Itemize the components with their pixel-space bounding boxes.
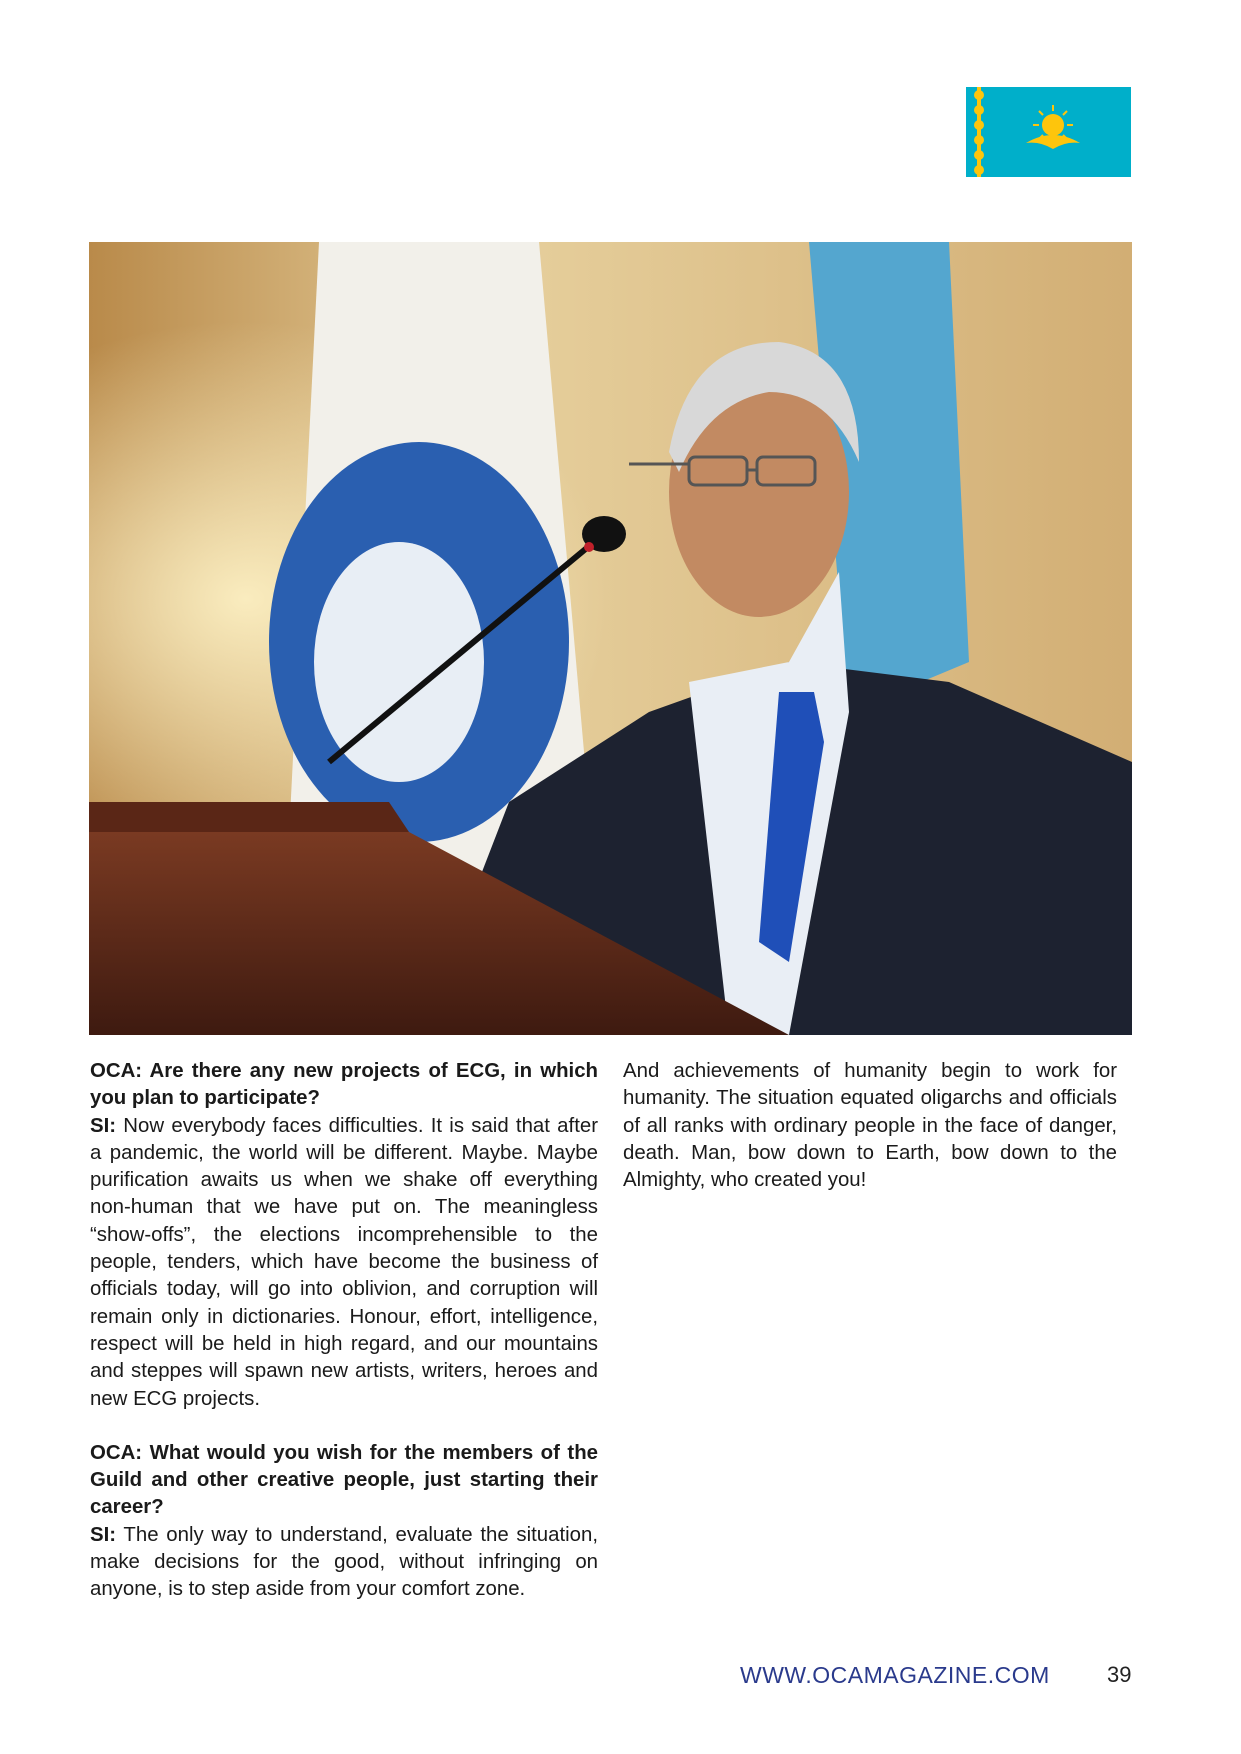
answer-2 (90, 1522, 598, 1604)
page-number: 39 (1107, 1662, 1132, 1687)
kazakhstan-flag (966, 87, 1131, 177)
answer-1-speaker: SI: (90, 1114, 117, 1137)
answer-2-continued: And achievements of humanity begin to work for humanity. The situation equated oligarchs and officials of all ranks with ordinary people in the face of danger, death. Man, bow down to Earth, bow down to the Almighty, who created you! (623, 1060, 1117, 1192)
answer-2-speaker: SI: (90, 1523, 117, 1546)
question-1: OCA: Are there any new projects of ECG, in which you plan to participate? (90, 1060, 598, 1110)
answer-2-text: The only way to understand, evaluate the situation, make decisions for the good, without infringing on anyone, is to step aside from your comfort zone. (90, 1523, 598, 1601)
question-2: OCA: What would you wish for the members of the Guild and other creative people, just starting their career? (90, 1441, 598, 1519)
answer-1-text: Now everybody faces difficulties. It is said that after a pandemic, the world will be different. Maybe. Maybe purification awaits us when we shake off everything non-human that we have put on. The meaningless “show-offs”, the elections incomprehensible to the people, tenders, which have become the business of officials today, will go into oblivion, and corruption will remain only in dictionaries. Honour, effort, intelligence, respect will be held in high regard, and our mountains and steppes will spawn new artists, writers, heroes and new ECG projects. (90, 1114, 598, 1410)
flag-ornament (972, 87, 986, 177)
article-right-column (623, 1058, 1117, 1194)
sun-eagle-icon (1018, 97, 1088, 167)
footer-website-link[interactable]: WWW.OCAMAGAZINE.COM (740, 1662, 1050, 1688)
answer-1 (90, 1113, 598, 1413)
article-left-column (90, 1058, 598, 1604)
speaker-at-podium-photo (89, 242, 1132, 1035)
